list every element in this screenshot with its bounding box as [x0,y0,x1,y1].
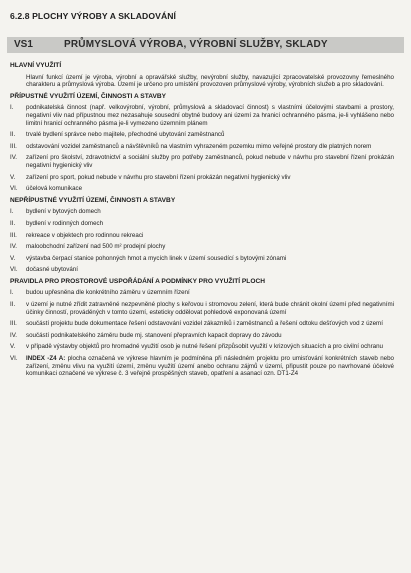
pripustne-item [10,104,400,127]
document-content [10,58,400,382]
item-text: bydlení v bytových domech [26,208,101,216]
item-number: VI. [10,185,18,193]
item-number: III. [10,320,17,328]
item-text: součástí projektu bude dokumentace řešení odstavování vozidel zákazníků i zaměstnanců a řešení odtoku dešťových vod z území [26,320,383,328]
hlavni-heading: HLAVNÍ VYUŽITÍ [10,62,62,69]
item-number: III. [10,142,17,150]
item-text: účelová komunikace [26,185,83,193]
pripustne-item [10,154,400,169]
item-number: IV. [10,243,17,251]
item-number: I. [10,104,14,112]
nepripustne-list [10,208,400,274]
item-number: V. [10,173,16,181]
item-number: VI. [10,355,18,363]
hlavni-text: Hlavní funkcí území je výroba, výrobní a opravářské služby, nevýrobní služby, navazující zpracovatelské provozovny řemeslného charakteru a průmyslová výroba. Území je určeno pro umístění provozoven průmyslové výroby, výrobních služeb a pro skladování. [26,73,394,89]
item-number: II. [10,131,16,139]
pravidla-item [10,355,400,378]
item-number: V. [10,343,16,351]
item-number: II. [10,301,16,309]
item-text: zařízení pro školství, zdravotnictví a sociální služby pro potřeby zaměstnanců, pokud nebude v návrhu pro stavební řízení prokázán negativní hygienický vliv [26,154,394,169]
item-text: součástí podnikatelského záměru bude mj. stanovení přepravních kapacit dopravy do závodu [26,331,282,339]
pravidla-item [10,320,400,328]
pripustne-list [10,104,400,192]
nepripustne-item [10,208,400,216]
nepripustne-item [10,255,400,263]
item-text: odstavování vozidel zaměstnanců a návštěvníků na vlastním vyhrazeném pozemku mimo veřejné prostory dle platných norem [26,142,372,150]
item-text: trvalé bydlení správce nebo majitele, přechodné ubytování zaměstnanců [26,131,225,139]
item-text: rekreace v objektech pro rodinnou rekreaci [26,231,144,239]
index-label: INDEX -Z4 A: [26,355,66,363]
item-number: IV. [10,154,17,162]
item-number: II. [10,219,16,227]
item-text: zařízení pro sport, pokud nebude v návrhu pro stavební řízení prokázán negativní hygienický vliv [26,173,291,181]
nepripustne-heading: NEPŘÍPUSTNÉ VYUŽITÍ ÚZEMÍ, ČINNOSTI A STAVBY [10,196,176,204]
item-text: maloobchodní zařízení nad 500 m² prodejní plochy [26,243,166,251]
zone-code: VS1 [14,39,33,51]
pravidla-item [10,289,400,297]
pripustne-item [10,185,400,193]
item-text: bydlení v rodinných domech [26,219,104,227]
nepripustne-item [10,243,400,251]
pravidla-item [10,332,400,340]
item-number: IV. [10,331,17,339]
item-number: I. [10,289,14,297]
pripustne-item [10,174,400,182]
item-number: V. [10,254,16,262]
item-text: budou upřesněna dle konkrétního záměru v územním řízení [26,289,190,297]
nepripustne-item [10,266,400,274]
item-text: v případě výstavby objektů pro hromadné využití osob je nutné řešení přizpůsobit využití v krizových situacích a pro civilní ochranu [26,343,383,351]
item-text: dočasné ubytování [26,266,78,274]
pripustne-heading: PŘÍPUSTNÉ VYUŽITÍ ÚZEMÍ, ČINNOSTI A STAVBY [10,92,167,100]
index-text: plocha označená ve výkrese hlavním je podmíněna při následném projektu pro umisťování konkrétních staveb nebo zařízení, změnu vlivu na využití území, změnu využití území anebo ochranu zájmů v území, připustit pouze po navrhované účelové komunikaci označené ve výkrese č. 3 veřejně prospěšných staveb, opatření a asanací ozn. DT1-Z4 [26,355,394,378]
section-title: 6.2.8 PLOCHY VÝROBY A SKLADOVÁNÍ [10,11,177,21]
item-number: I. [10,208,14,216]
pripustne-item [10,131,400,139]
item-text: v území je nutné zřídit zatravněné nezpevněné plochy s keřovou i stromovou zelení, která bude chránit okolní území před negativními účinky činností, prováděných v tomto území, esteticky oddělovat pohledově exponovaná území [26,301,394,316]
pripustne-item [10,143,400,151]
nepripustne-item [10,232,400,240]
nepripustne-item [10,220,400,228]
item-text [26,355,400,378]
pravidla-item [10,343,400,351]
zone-header-bar [7,37,404,53]
pravidla-list [10,289,400,377]
pravidla-heading: PRAVIDLA PRO PROSTOROVÉ USPOŘÁDÁNÍ A PODMÍNKY PRO VYUŽITÍ PLOCH [10,277,265,285]
pravidla-item [10,301,400,316]
item-number: III. [10,231,17,239]
item-text: výstavba čerpací stanice pohonných hmot a mycích linek v území sousedící s bytovými zónami [26,254,287,262]
item-number: VI. [10,266,18,274]
zone-name: PRŮMYSLOVÁ VÝROBA, VÝROBNÍ SLUŽBY, SKLADY [64,39,328,51]
item-text: podnikatelská činnost (např. velkovýrobní, výrobní, průmyslová a skladovací činnost) s vlastními účelovými stavbami a prostory, negativní vliv nad přípustnou mez nezasahuje sousední obytné budovy ani území za hranicí ochranného pásma, je-li vyhlášeno nebo limitní hranicí ochranného pásma je-li vymezeno územním plánem [26,104,394,127]
